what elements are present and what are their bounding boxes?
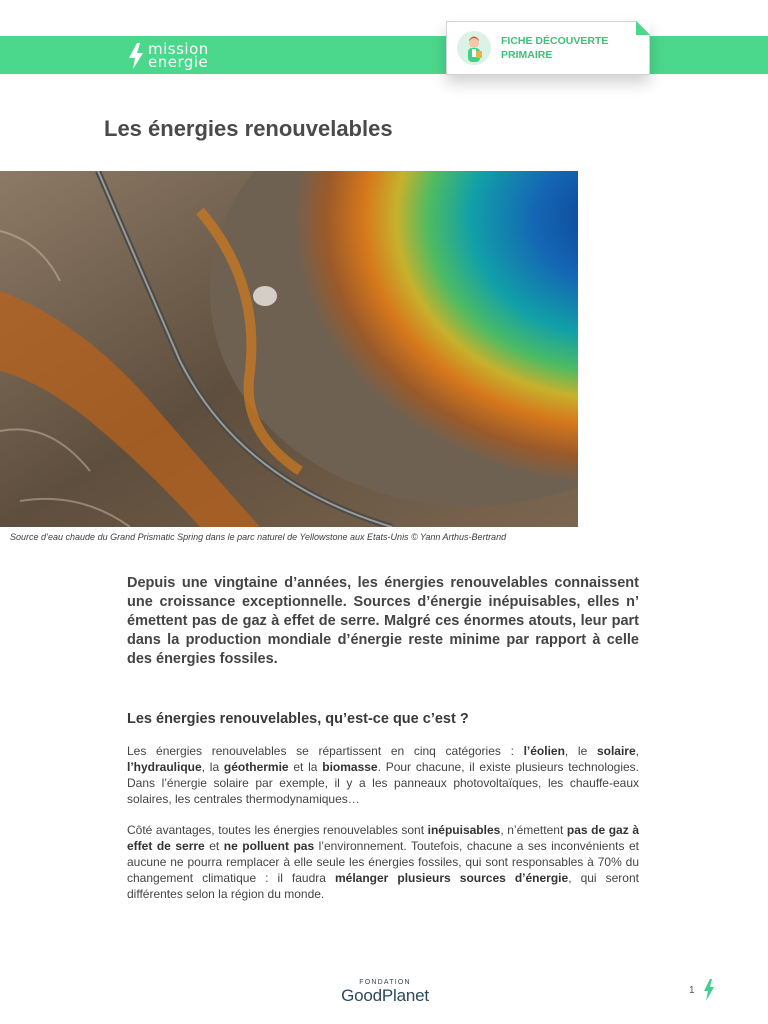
teacher-avatar-icon (457, 31, 491, 65)
term-inepuisables: inépuisables (427, 823, 501, 837)
fiche-label (501, 34, 608, 62)
lightning-bolt-icon (128, 43, 144, 69)
term-pas-de-gaz: pas de gaz à effet de serre (127, 823, 639, 853)
logo-wordmark (148, 40, 209, 71)
term-hydraulique: l’hydraulique (127, 760, 202, 774)
term-eolien: l’éolien (523, 744, 565, 758)
paragraph-advantages: Côté avantages, toutes les énergies renouvelables sont inépuisables, n’émettent pas de gaz à effet de serre et ne polluent pas l’environnement. Toutefois, chacune a ses inconvénients et aucune ne pourra remplacer à elle seule les énergies fossiles, qui sont responsables à 70% du changement climatique : il faudra mélanger plusieurs sources d’énergie, qui seront différentes selon la région du monde. (127, 823, 639, 901)
term-biomasse: biomasse (322, 760, 378, 774)
term-ne-polluent-pas: ne polluent pas (223, 839, 315, 853)
goodplanet-logo[interactable] (333, 978, 437, 1005)
page-title: Les énergies renouvelables (104, 116, 393, 141)
mission-energie-logo[interactable] (128, 40, 248, 72)
term-geothermie: géothermie (223, 760, 289, 774)
fiche-badge (446, 21, 650, 75)
logo-line-energie: energie (148, 53, 209, 71)
page-number: 1 (689, 985, 695, 996)
intro-paragraph: Depuis une vingtaine d’années, les énergies renouvelables connaissent une croissance exceptionnelle. Sources d’énergie inépuisables, elles n’ émettent pas de gaz à effet de serre. Malgré ces énormes atouts, leur part dans la production mondiale d’énergie reste minime par rapport à celle des énergies fossiles. (127, 575, 639, 667)
fiche-line-1: FICHE DÉCOUVERTE (501, 35, 609, 47)
fiche-line-2: PRIMAIRE (501, 49, 553, 61)
hero-photo (0, 171, 578, 527)
section-heading: Les énergies renouvelables, qu’est-ce que c’est ? (127, 711, 469, 727)
goodplanet-logo-big: GoodPlanet (341, 986, 429, 1005)
lightning-bolt-icon (703, 979, 715, 1005)
goodplanet-logo-small: FONDATION (359, 979, 411, 986)
header-band (0, 36, 768, 74)
page-fold-icon (636, 21, 650, 35)
term-solaire: solaire (596, 744, 636, 758)
photo-caption: Source d’eau chaude du Grand Prismatic Spring dans le parc naturel de Yellowstone aux Etats-Unis © Yann Arthus-Bertrand (10, 532, 507, 542)
paragraph-categories: Les énergies renouvelables se répartissent en cinq catégories : l’éolien, le solaire, l’hydraulique, la géothermie et la biomasse. Pour chacune, il existe plusieurs technologies. Dans l’énergie solaire par exemple, il y a les panneaux photovoltaïques, les chauffe-eaux solaires, les centrales thermodynamiques… (127, 744, 640, 806)
logo-line-mission: mission (148, 40, 209, 58)
term-melanger-sources: mélanger plusieurs sources d’énergie (334, 871, 569, 885)
